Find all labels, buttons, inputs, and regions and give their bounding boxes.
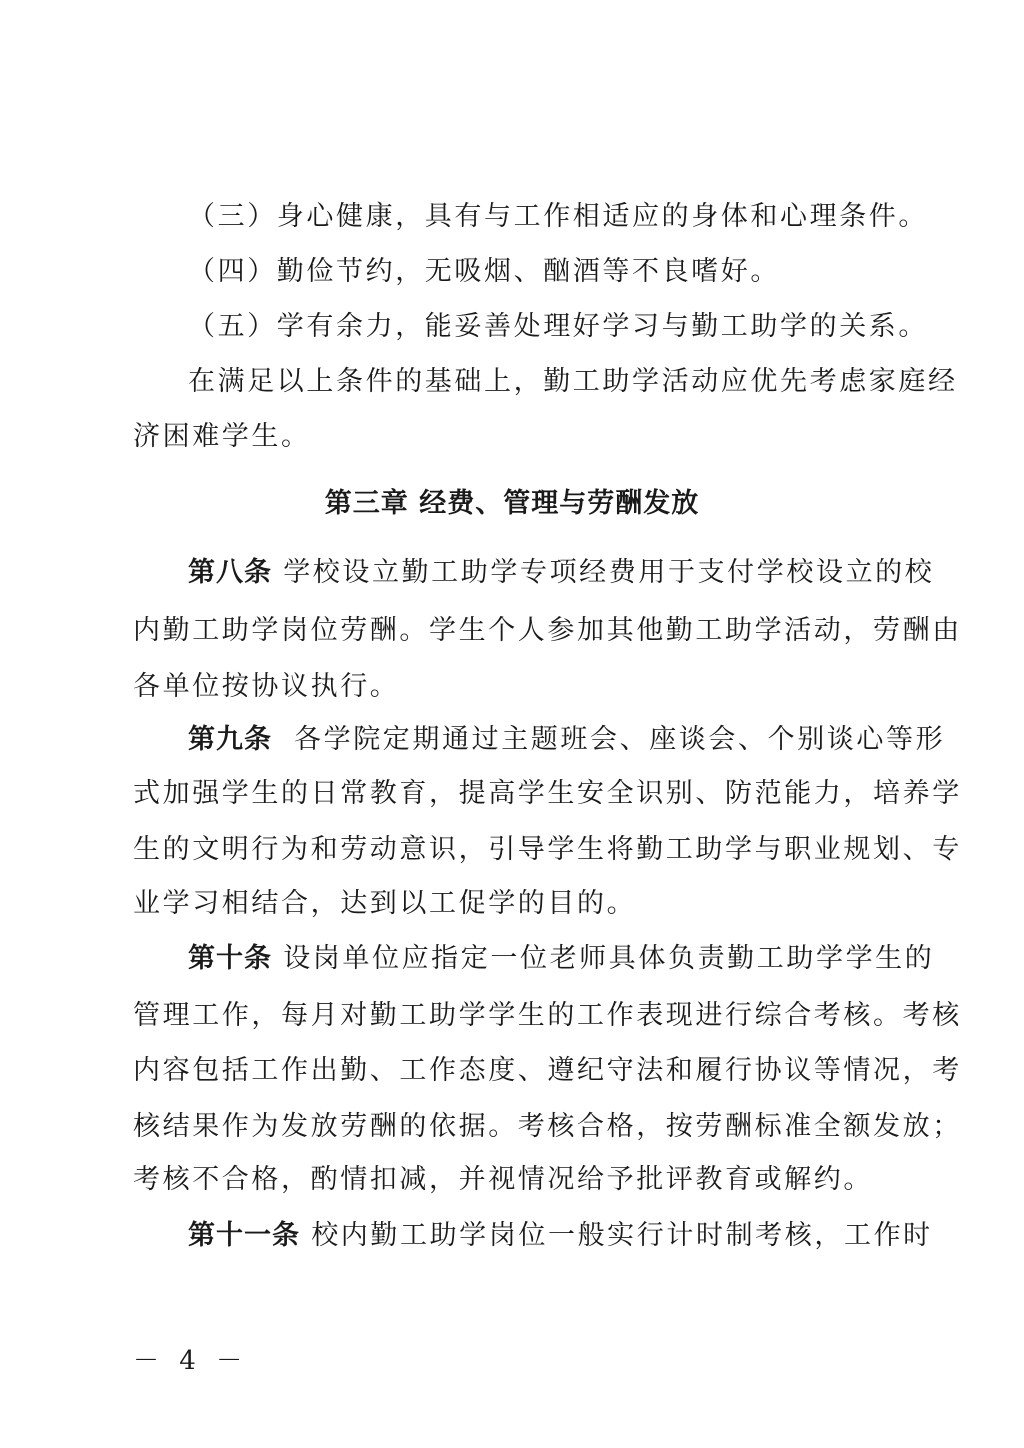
article-11-label: 第十一条 (188, 1220, 300, 1251)
article-8-line-3: 各单位按协议执行。 (133, 671, 400, 702)
priority-paragraph-line-1: 在满足以上条件的基础上，勤工助学活动应优先考虑家庭经 (188, 366, 958, 397)
article-10-label: 第十条 (188, 943, 272, 974)
article-10-line-1 (188, 939, 935, 979)
article-10-text-1: 设岗单位应指定一位老师具体负责勤工助学学生的 (283, 943, 935, 974)
article-11-line-1 (188, 1216, 933, 1256)
article-10-line-5: 考核不合格，酌情扣减，并视情况给予批评教育或解约。 (133, 1164, 873, 1195)
article-10-line-2: 管理工作，每月对勤工助学学生的工作表现进行综合考核。考核 (133, 1000, 962, 1031)
article-9-label: 第九条 (188, 724, 272, 755)
criterion-4: （四）勤俭节约，无吸烟、酗酒等不良嗜好。 (188, 256, 780, 287)
article-9-line-3: 生的文明行为和劳动意识，引导学生将勤工助学与职业规划、专 (133, 834, 962, 865)
article-10-line-4: 核结果作为发放劳酬的依据。考核合格，按劳酬标准全额发放； (133, 1111, 962, 1142)
article-9-text-1: 各学院定期通过主题班会、座谈会、个别谈心等形 (294, 724, 946, 755)
article-9-line-4: 业学习相结合，达到以工促学的目的。 (133, 888, 637, 919)
priority-paragraph-line-2: 济困难学生。 (133, 421, 311, 452)
article-9-line-2: 式加强学生的日常教育，提高学生安全识别、防范能力，培养学 (133, 778, 962, 809)
article-9-line-1 (188, 720, 946, 760)
page-number: － 4 － (133, 1346, 249, 1376)
article-11-text-1: 校内勤工助学岗位一般实行计时制考核，工作时 (311, 1220, 933, 1251)
article-8-line-1 (188, 553, 935, 593)
chapter-heading: 第三章 经费、管理与劳酬发放 (324, 488, 700, 519)
article-10-line-3: 内容包括工作出勤、工作态度、遵纪守法和履行协议等情况，考 (133, 1055, 962, 1086)
article-8-text-1: 学校设立勤工助学专项经费用于支付学校设立的校 (283, 557, 935, 588)
criterion-3: （三）身心健康，具有与工作相适应的身体和心理条件。 (188, 201, 928, 232)
criterion-5: （五）学有余力，能妥善处理好学习与勤工助学的关系。 (188, 311, 928, 342)
article-8-label: 第八条 (188, 557, 272, 588)
article-8-line-2: 内勤工助学岗位劳酬。学生个人参加其他勤工助学活动，劳酬由 (133, 615, 962, 646)
